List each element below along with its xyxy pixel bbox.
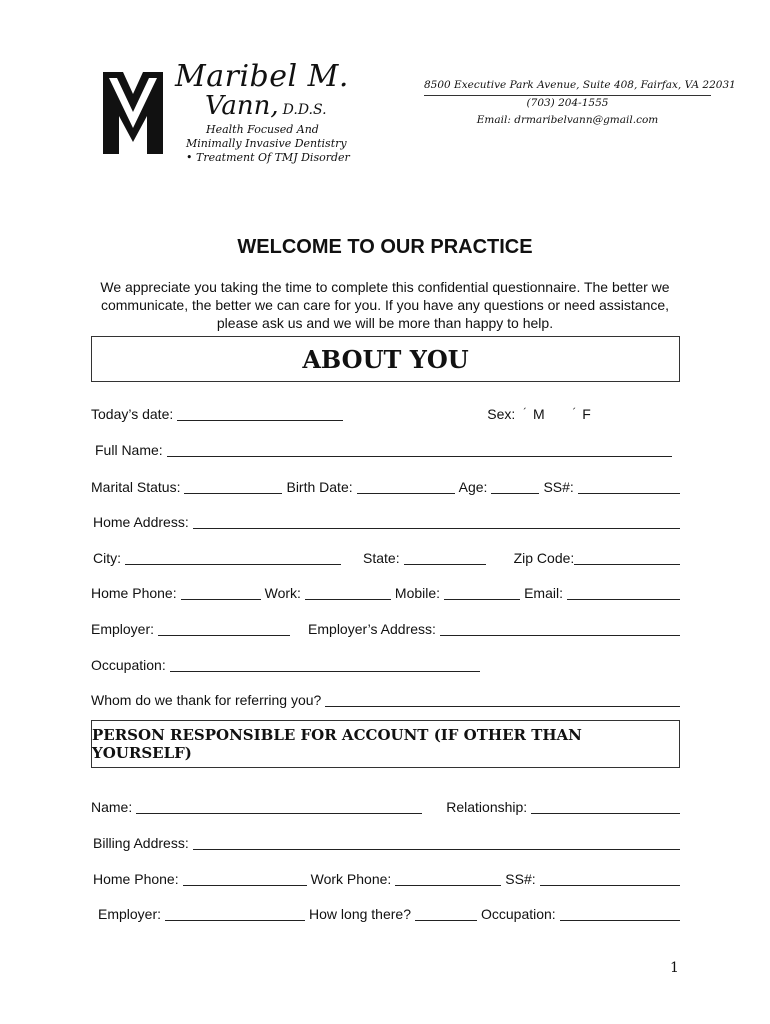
practice-email: Email: drmaribelvann@gmail.com [476,114,659,126]
address-divider [424,95,711,96]
row-employer [91,617,680,637]
zip-code-field[interactable] [574,551,680,565]
sex-m-label: M [532,406,545,422]
state-label: State: [363,550,400,566]
resp-ssn-field[interactable] [540,872,680,886]
doctor-name-line1: Maribel M. [175,59,349,94]
home-phone-field[interactable] [181,586,261,600]
resp-name-field[interactable] [136,800,422,814]
home-address-label: Home Address: [93,514,189,530]
occupation-field[interactable] [170,658,480,672]
email-label: Email: [524,585,563,601]
city-field[interactable] [125,551,341,565]
employer-field[interactable] [158,622,290,636]
resp-employer-field[interactable] [165,907,305,921]
doctor-credential: D.D.S. [282,102,327,118]
intro-paragraph: We appreciate you taking the time to complete this confidential questionnaire. The better we communicate, the better we can care for you. If you have any questions or need assistance, please ask us and we will be more than happy to help. [100,279,670,331]
page-title: WELCOME TO OUR PRACTICE [237,236,533,258]
row-referral [91,688,680,708]
practice-phone: (703) 204-1555 [526,97,609,109]
row-occupation [91,653,491,673]
sex-label: Sex: [487,406,516,422]
work-phone-field[interactable] [305,586,391,600]
page-number: 1 [670,960,679,976]
home-phone-label: Home Phone: [91,585,177,601]
resp-employer-label: Employer: [98,906,162,922]
birth-date-field[interactable] [357,480,455,494]
resp-name-label: Name: [91,799,133,815]
row-resp-phones [93,867,680,887]
full-name-label: Full Name: [95,442,163,458]
occupation-label: Occupation: [91,657,166,673]
sex-f-label: F [582,406,591,422]
birth-date-label: Birth Date: [286,479,353,495]
how-long-label: How long there? [309,906,411,922]
doctor-name-line2: Vann, D.D.S. [205,91,327,121]
row-city [93,546,680,566]
row-billing-address [93,831,680,851]
row-resp-employer [98,902,680,922]
resp-occupation-label: Occupation: [480,906,556,922]
row-full-name [95,438,676,458]
home-address-field[interactable] [193,515,680,529]
row-date-sex [91,402,680,422]
resp-work-phone-field[interactable] [395,872,501,886]
billing-address-field[interactable] [193,836,680,850]
work-phone-label: Work: [264,585,301,601]
ssn-label: SS#: [543,479,574,495]
row-phones [91,581,680,601]
referral-field[interactable] [325,693,680,707]
todays-date-label: Today’s date: [91,406,174,422]
sex-f-checkbox[interactable]: ´ [572,407,577,419]
row-home-address [93,510,680,530]
row-marital [91,475,680,495]
full-name-field[interactable] [167,443,672,457]
referral-label: Whom do we thank for referring you? [91,692,322,708]
billing-address-label: Billing Address: [93,835,189,851]
employer-label: Employer: [91,621,155,637]
tagline-line2: Minimally Invasive Dentistry [186,137,347,150]
marital-status-field[interactable] [184,480,282,494]
practice-logo-icon [103,72,163,154]
resp-occupation-field[interactable] [560,907,680,921]
age-field[interactable] [491,480,539,494]
how-long-field[interactable] [415,907,477,921]
resp-home-phone-field[interactable] [183,872,307,886]
practice-address: 8500 Executive Park Avenue, Suite 408, Fairfax, VA 22031 [424,79,736,91]
todays-date-field[interactable] [177,407,343,421]
mobile-field[interactable] [444,586,520,600]
responsible-party-heading: PERSON RESPONSIBLE FOR ACCOUNT (IF OTHER THAN YOURSELF) [91,720,680,768]
about-you-heading: ABOUT YOU [91,336,680,382]
age-label: Age: [458,479,488,495]
tagline-line3: • Treatment Of TMJ Disorder [186,151,350,164]
row-resp-name [91,795,680,815]
zip-code-label: Zip Code: [513,550,575,566]
resp-home-phone-label: Home Phone: [93,871,179,887]
tagline-line1: Health Focused And [206,123,319,136]
resp-ssn-label: SS#: [505,871,536,887]
sex-m-checkbox[interactable]: ´ [523,407,527,419]
ssn-field[interactable] [578,480,680,494]
relationship-label: Relationship: [446,799,528,815]
email-field[interactable] [567,586,680,600]
employer-address-label: Employer’s Address: [308,621,436,637]
resp-work-phone-label: Work Phone: [310,871,392,887]
relationship-field[interactable] [531,800,680,814]
state-field[interactable] [404,551,486,565]
marital-status-label: Marital Status: [91,479,181,495]
employer-address-field[interactable] [440,622,680,636]
mobile-label: Mobile: [394,585,441,601]
city-label: City: [93,550,121,566]
